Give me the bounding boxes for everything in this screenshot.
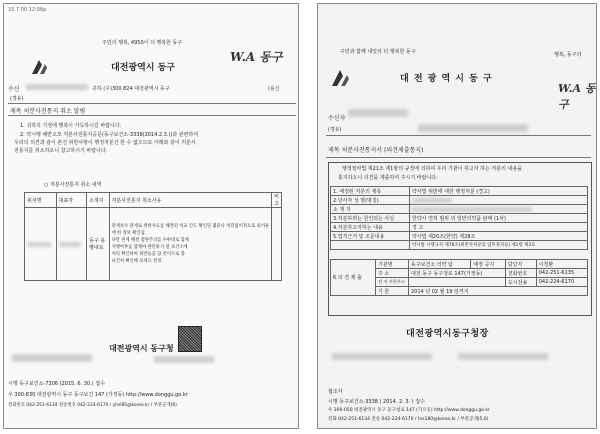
- redacted-recipient: [348, 109, 408, 117]
- table-cell: 전화번호: [505, 269, 536, 278]
- table-cell: 042-251-6135: [536, 269, 587, 278]
- table-cell: 동구보건소 의약 팀: [409, 260, 471, 269]
- issuer: 대전광역시 동구청: [109, 344, 174, 353]
- slogan: 주민의 행복, 4950이 더 행복한 동구: [102, 40, 183, 46]
- via-label: (경유): [328, 127, 342, 133]
- table-cell: 대전 동구 동구청로 147(가정동): [409, 269, 506, 278]
- footer-line-2: 우 300-830 대전광역시 동구 동구보건 147 (가정동) http://www.donggu.go.kr: [8, 392, 188, 398]
- footer-line-3: 전화번호 042-251-6134 전송번호 042-224-6170 / yhsl85@korea.kr / 부분공개(6): [8, 403, 177, 408]
- table-cell: 주 소: [376, 269, 409, 278]
- table-cell: 소 재 지: [331, 205, 410, 214]
- table-cell: [410, 196, 588, 205]
- table-cell: [56, 208, 86, 281]
- table-header-row: [25, 193, 282, 208]
- notice-table: [330, 186, 588, 250]
- table-row: [331, 196, 588, 205]
- recipient-label: 수신: [8, 86, 20, 93]
- opinion-label: 6.의 견 제 출: [331, 260, 376, 296]
- table-cell: 도시전송: [505, 278, 536, 287]
- table-cell: [410, 205, 588, 214]
- redacted-signatory: [12, 354, 92, 362]
- table-cell: 약사법 시행규칙 제78조(위반자처분의 업무정지등) 제1항 제3호: [410, 241, 588, 250]
- table-cell: [331, 241, 410, 250]
- opinion-table: [330, 259, 588, 296]
- table-row: [331, 187, 588, 196]
- col-header: 소재지: [87, 193, 110, 208]
- table-cell: 기 한: [376, 287, 409, 296]
- tagline: 행복, 동구의: [554, 52, 582, 58]
- table-cell: 예정 공지: [471, 260, 506, 269]
- table-cell: 약사법 제20조(한약) 제28조: [410, 232, 588, 241]
- redacted-recipient: [26, 84, 88, 90]
- body-line-2: 2. 약시행 해반오모 처분사전통지공문(동구보건소-3338(2014.2.3.))과 관련하여: [20, 132, 199, 138]
- footer-line-1: 협조자: [328, 389, 343, 395]
- footer-line-3: 우 300-050 대전광역시 동구 동구청로 147 (가오동) http://www.donggu.go.kr: [328, 408, 490, 413]
- body-line-1: 1. 귀하의 기정에 행복이 가득하시길 바랍니다.: [20, 123, 122, 129]
- table-cell: 4.처분하고자하는 내용: [331, 223, 410, 232]
- table-row: [331, 232, 588, 241]
- signature-mark: W.A 동구: [230, 50, 283, 64]
- reference-line: 귀하 (우)300 824 대전광역시 동구: [92, 86, 170, 92]
- footer-line-2: 시행 동구보건소-3338 ( 2014. 2. 3. ) 접수: [328, 399, 425, 405]
- reason-cell: 관계보수 관계로 위한자료를 해결된 비교 간도 확인된 몇분나 처분없이정으로 외서운 에 한 정보 확인됨. 다만 관계 해결 점변주의를 수한대로 함께 지행여부를 함께야 판단하기 될 보건소에 처리 확인하여 위반등을 함 것이므로 향 보건처 확인해 보세요 결정.: [109, 208, 272, 281]
- col-header: 처분사전통지 취소사유: [109, 193, 272, 208]
- table-cell: 전 자 우편주소: [376, 278, 409, 287]
- table-cell: 경 고: [410, 223, 588, 232]
- body-line-3: 우리의 의견과 같이 본건 위반사항이 행정처분건 한 수 없으므로 아래와 같이 처분사: [14, 140, 196, 146]
- page-title: 대전광역시 동구: [111, 63, 175, 73]
- footer-line-1: 시행 동구보건소-7306 (2015. 6. 30.) 접수: [8, 381, 105, 387]
- col-header: 위치명: [25, 193, 57, 208]
- slogan: 구민과 함께 내일의 더 행복한 동구: [340, 49, 416, 55]
- table-cell: 약사법 위반에 대한 행정처분 (경고): [410, 187, 588, 196]
- recipient-label: 수신자: [328, 115, 346, 122]
- table-cell: 이청환: [536, 260, 587, 269]
- list-caption: ○ 처분사전통지 취소 내역: [44, 182, 102, 188]
- notice-line-1: 행정절차법 제21조 제1항의 규정에 의하여 우리 기관이 하고자 하는 처분의 내용을: [342, 166, 523, 172]
- right-document: [317, 3, 597, 429]
- table-row: [331, 260, 588, 269]
- redacted-signatory: [332, 353, 432, 360]
- table-cell: 3.처분하려는 원인되는 사실: [331, 214, 410, 223]
- signature-mark: W.A 동구: [558, 82, 596, 111]
- recipient-right: (용신: [268, 86, 280, 92]
- table-cell: [409, 278, 506, 287]
- fax-header: 15 7 00 12:08p: [8, 7, 47, 13]
- address-cell: 동구 용빵대로: [87, 208, 110, 281]
- table-row: [25, 208, 282, 281]
- issuer: 대전광역시동구청장: [406, 329, 489, 339]
- official-seal-icon: [178, 326, 202, 352]
- subject: 제목 처분사전통지서 (의견제출통지): [328, 147, 424, 154]
- table-cell: 2014 년 02 월 19 일까지: [409, 287, 588, 296]
- col-header: 대표자: [56, 193, 86, 208]
- table-cell: 1. 예정된 처분의 제목: [331, 187, 410, 196]
- table-cell: 한약사 면허 범위 외 일반의약품 판매 (1차): [410, 214, 588, 223]
- subject: 제목 처분사전통지 취소 알림: [10, 108, 86, 115]
- page-title: 대 전 광 역 시 동 구: [400, 74, 493, 84]
- table-cell: 5.법적근거 및 조문내용: [331, 232, 410, 241]
- footer-line-4: 전화 042-251-6134 전송 042-224-6170 / tvs180@korea.kr / 부분공개(5,6): [328, 417, 489, 422]
- table-cell: 2.당사자 성 명(명칭): [331, 196, 410, 205]
- table-cell: 기관명: [376, 260, 409, 269]
- table-cell: 담당자: [505, 260, 536, 269]
- cancellation-table: [24, 192, 282, 281]
- table-cell: [272, 208, 282, 281]
- table-cell: [25, 208, 57, 281]
- col-header: 비고: [272, 193, 282, 208]
- body-line-4: 전통지를 취소하오니 참고하시기 바랍니다.: [14, 148, 108, 154]
- table-row: [331, 223, 588, 232]
- table-row: [331, 214, 588, 223]
- left-document: [3, 3, 299, 429]
- donggu-logo-icon: [28, 56, 50, 78]
- notice-line-2: 통지하오니 의견을 제출하여 주시기 바랍니다.: [338, 175, 438, 181]
- table-row: [331, 205, 588, 214]
- table-cell: 042-224-6170: [536, 278, 587, 287]
- via-label: (경유): [10, 96, 24, 102]
- table-row: [331, 241, 588, 250]
- donggu-logo-icon: [328, 66, 352, 90]
